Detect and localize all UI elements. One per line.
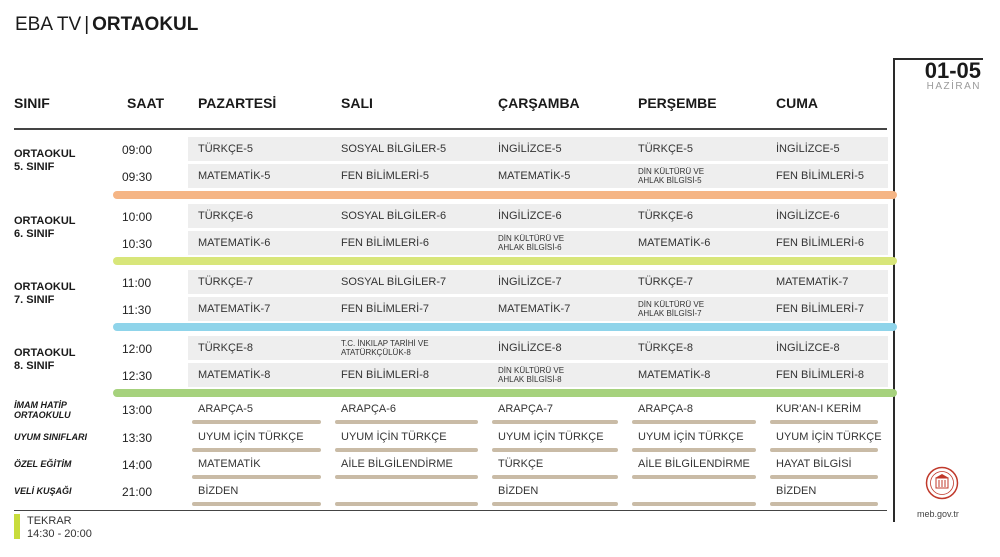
row-underline <box>632 475 756 479</box>
program-cell[interactable]: ARAPÇA-6 <box>341 403 397 415</box>
row-underline <box>770 420 878 424</box>
col-header-sinif: SINIF <box>14 95 50 111</box>
title-separator: | <box>84 14 90 35</box>
program-cell[interactable]: BİZDEN <box>198 485 239 497</box>
group-label: ORTAOKUL 7. SINIF <box>14 281 76 306</box>
program-cell[interactable]: ARAPÇA-5 <box>198 403 254 415</box>
schedule-cell[interactable]: TÜRKÇE-8 <box>628 336 766 361</box>
row-underline <box>492 475 618 479</box>
row-underline <box>492 420 618 424</box>
program-cell[interactable]: MATEMATİK <box>198 458 261 470</box>
group-label: ORTAOKUL 6. SINIF <box>14 215 76 240</box>
time-slot: 10:00 <box>122 210 153 224</box>
col-header-saat: SAAT <box>127 95 165 111</box>
schedule-cell[interactable]: FEN BİLİMLERİ-6 <box>331 231 488 256</box>
row-underline <box>192 502 321 506</box>
date-frame <box>893 58 983 522</box>
program-cell[interactable]: UYUM İÇİN TÜRKÇE <box>776 431 882 443</box>
bottom-divider <box>14 510 887 511</box>
schedule-cell[interactable]: TÜRKÇE-6 <box>188 204 331 229</box>
schedule-cell[interactable]: FEN BİLİMLERİ-7 <box>331 297 488 322</box>
tekrar-time: 14:30 - 20:00 <box>27 528 92 540</box>
time-slot: 12:00 <box>122 342 153 356</box>
time-slot: 11:00 <box>122 276 152 290</box>
schedule-cell[interactable]: MATEMATİK-7 <box>766 270 888 295</box>
col-header-persembe: PERŞEMBE <box>638 95 717 111</box>
schedule-cell[interactable]: İNGİLİZCE-6 <box>488 204 628 229</box>
schedule-cell[interactable]: MATEMATİK-6 <box>188 231 331 256</box>
schedule-cell[interactable]: İNGİLİZCE-7 <box>488 270 628 295</box>
time-slot: 21:00 <box>122 485 153 499</box>
time-slot: 12:30 <box>122 369 153 383</box>
channel-label: ORTAOKUL <box>92 14 199 35</box>
program-cell[interactable]: UYUM İÇİN TÜRKÇE <box>498 431 604 443</box>
schedule-cell[interactable]: TÜRKÇE-7 <box>188 270 331 295</box>
row-underline <box>632 502 756 506</box>
row-underline <box>770 475 878 479</box>
schedule-cell[interactable]: FEN BİLİMLERİ-8 <box>331 363 488 388</box>
meb-logo-icon <box>925 466 959 500</box>
tekrar-label: TEKRAR <box>27 515 72 527</box>
group-separator-bar <box>113 323 897 331</box>
program-cell[interactable]: UYUM İÇİN TÜRKÇE <box>638 431 744 443</box>
program-cell[interactable]: ARAPÇA-8 <box>638 403 694 415</box>
group-separator-bar <box>113 191 897 199</box>
schedule-cell[interactable]: DİN KÜLTÜRÜ VE AHLAK BİLGİSİ-6 <box>488 231 628 256</box>
schedule-cell[interactable]: İNGİLİZCE-6 <box>766 204 888 229</box>
header-divider <box>14 128 887 130</box>
date-month: HAZİRAN <box>926 81 981 92</box>
row-underline <box>335 420 478 424</box>
row-underline <box>770 502 878 506</box>
row-underline <box>492 448 618 452</box>
schedule-cell[interactable]: MATEMATİK-8 <box>188 363 331 388</box>
schedule-cell[interactable]: TÜRKÇE-5 <box>188 137 331 162</box>
schedule-cell[interactable]: FEN BİLİMLERİ-5 <box>331 164 488 189</box>
time-slot: 09:30 <box>122 170 153 184</box>
program-label: ÖZEL EĞİTİM <box>14 459 72 469</box>
program-label: UYUM SINIFLARI <box>14 432 87 442</box>
schedule-cell[interactable]: MATEMATİK-8 <box>628 363 766 388</box>
schedule-cell[interactable]: FEN BİLİMLERİ-5 <box>766 164 888 189</box>
time-slot: 10:30 <box>122 237 153 251</box>
time-slot: 11:30 <box>122 303 152 317</box>
schedule-cell[interactable]: FEN BİLİMLERİ-8 <box>766 363 888 388</box>
row-underline <box>192 420 321 424</box>
program-label: İMAM HATİP ORTAOKULU <box>14 400 71 420</box>
program-cell[interactable]: TÜRKÇE <box>498 458 544 470</box>
schedule-cell[interactable]: SOSYAL BİLGİLER-6 <box>331 204 488 229</box>
page-title <box>15 14 198 36</box>
col-header-cuma: CUMA <box>776 95 818 111</box>
tekrar-info <box>27 515 92 541</box>
group-label: ORTAOKUL 8. SINIF <box>14 347 76 372</box>
program-label: VELİ KUŞAĞI <box>14 486 72 496</box>
group-label: ORTAOKUL 5. SINIF <box>14 148 76 173</box>
time-slot: 13:30 <box>122 431 153 445</box>
schedule-cell[interactable]: İNGİLİZCE-5 <box>488 137 628 162</box>
program-cell[interactable]: UYUM İÇİN TÜRKÇE <box>198 431 304 443</box>
schedule-cell[interactable]: TÜRKÇE-5 <box>628 137 766 162</box>
schedule-cell[interactable]: İNGİLİZCE-8 <box>766 336 888 361</box>
schedule-cell[interactable]: DİN KÜLTÜRÜ VE AHLAK BİLGİSİ-7 <box>628 297 766 322</box>
schedule-cell[interactable]: TÜRKÇE-7 <box>628 270 766 295</box>
schedule-cell[interactable]: FEN BİLİMLERİ-6 <box>766 231 888 256</box>
col-header-sali: SALI <box>341 95 373 111</box>
time-slot: 14:00 <box>122 458 153 472</box>
col-header-carsamba: ÇARŞAMBA <box>498 95 580 111</box>
program-cell[interactable]: BİZDEN <box>776 485 817 497</box>
schedule-cell[interactable]: TÜRKÇE-8 <box>188 336 331 361</box>
meb-url: meb.gov.tr <box>917 509 959 519</box>
row-underline <box>632 420 756 424</box>
schedule-cell[interactable]: FEN BİLİMLERİ-7 <box>766 297 888 322</box>
row-underline <box>492 502 618 506</box>
time-slot: 13:00 <box>122 403 153 417</box>
row-underline <box>192 448 321 452</box>
tekrar-marker <box>14 514 20 539</box>
program-cell[interactable]: HAYAT BİLGİSİ <box>776 458 852 470</box>
program-cell[interactable]: BİZDEN <box>498 485 539 497</box>
row-underline <box>335 475 478 479</box>
row-underline <box>335 502 478 506</box>
program-cell[interactable]: AİLE BİLGİLENDİRME <box>638 458 750 470</box>
row-underline <box>632 448 756 452</box>
group-separator-bar <box>113 257 897 265</box>
program-cell[interactable]: UYUM İÇİN TÜRKÇE <box>341 431 447 443</box>
row-underline <box>770 448 878 452</box>
group-separator-bar <box>113 389 897 397</box>
row-underline <box>192 475 321 479</box>
schedule-cell[interactable]: İNGİLİZCE-5 <box>766 137 888 162</box>
schedule-cell[interactable]: T.C. İNKILAP TARİHİ VE ATATÜRKÇÜLÜK-8 <box>331 336 488 361</box>
row-underline <box>335 448 478 452</box>
schedule-cell[interactable]: TÜRKÇE-6 <box>628 204 766 229</box>
brand-label: EBA TV <box>15 14 82 35</box>
schedule-cell[interactable]: MATEMATİK-5 <box>488 164 628 189</box>
schedule-cell[interactable]: İNGİLİZCE-8 <box>488 336 628 361</box>
schedule-cell[interactable]: DİN KÜLTÜRÜ VE AHLAK BİLGİSİ-5 <box>628 164 766 189</box>
col-header-pazartesi: PAZARTESİ <box>198 95 277 111</box>
schedule-cell[interactable]: MATEMATİK-6 <box>628 231 766 256</box>
schedule-cell[interactable]: MATEMATİK-7 <box>488 297 628 322</box>
program-cell[interactable]: AİLE BİLGİLENDİRME <box>341 458 453 470</box>
schedule-cell[interactable]: SOSYAL BİLGİLER-7 <box>331 270 488 295</box>
schedule-cell[interactable]: MATEMATİK-5 <box>188 164 331 189</box>
schedule-cell[interactable]: MATEMATİK-7 <box>188 297 331 322</box>
program-cell[interactable]: ARAPÇA-7 <box>498 403 554 415</box>
schedule-cell[interactable]: SOSYAL BİLGİLER-5 <box>331 137 488 162</box>
program-cell[interactable]: KUR'AN-I KERİM <box>776 403 862 415</box>
time-slot: 09:00 <box>122 143 153 157</box>
date-range: 01-05 <box>924 58 981 83</box>
schedule-cell[interactable]: DİN KÜLTÜRÜ VE AHLAK BİLGİSİ-8 <box>488 363 628 388</box>
